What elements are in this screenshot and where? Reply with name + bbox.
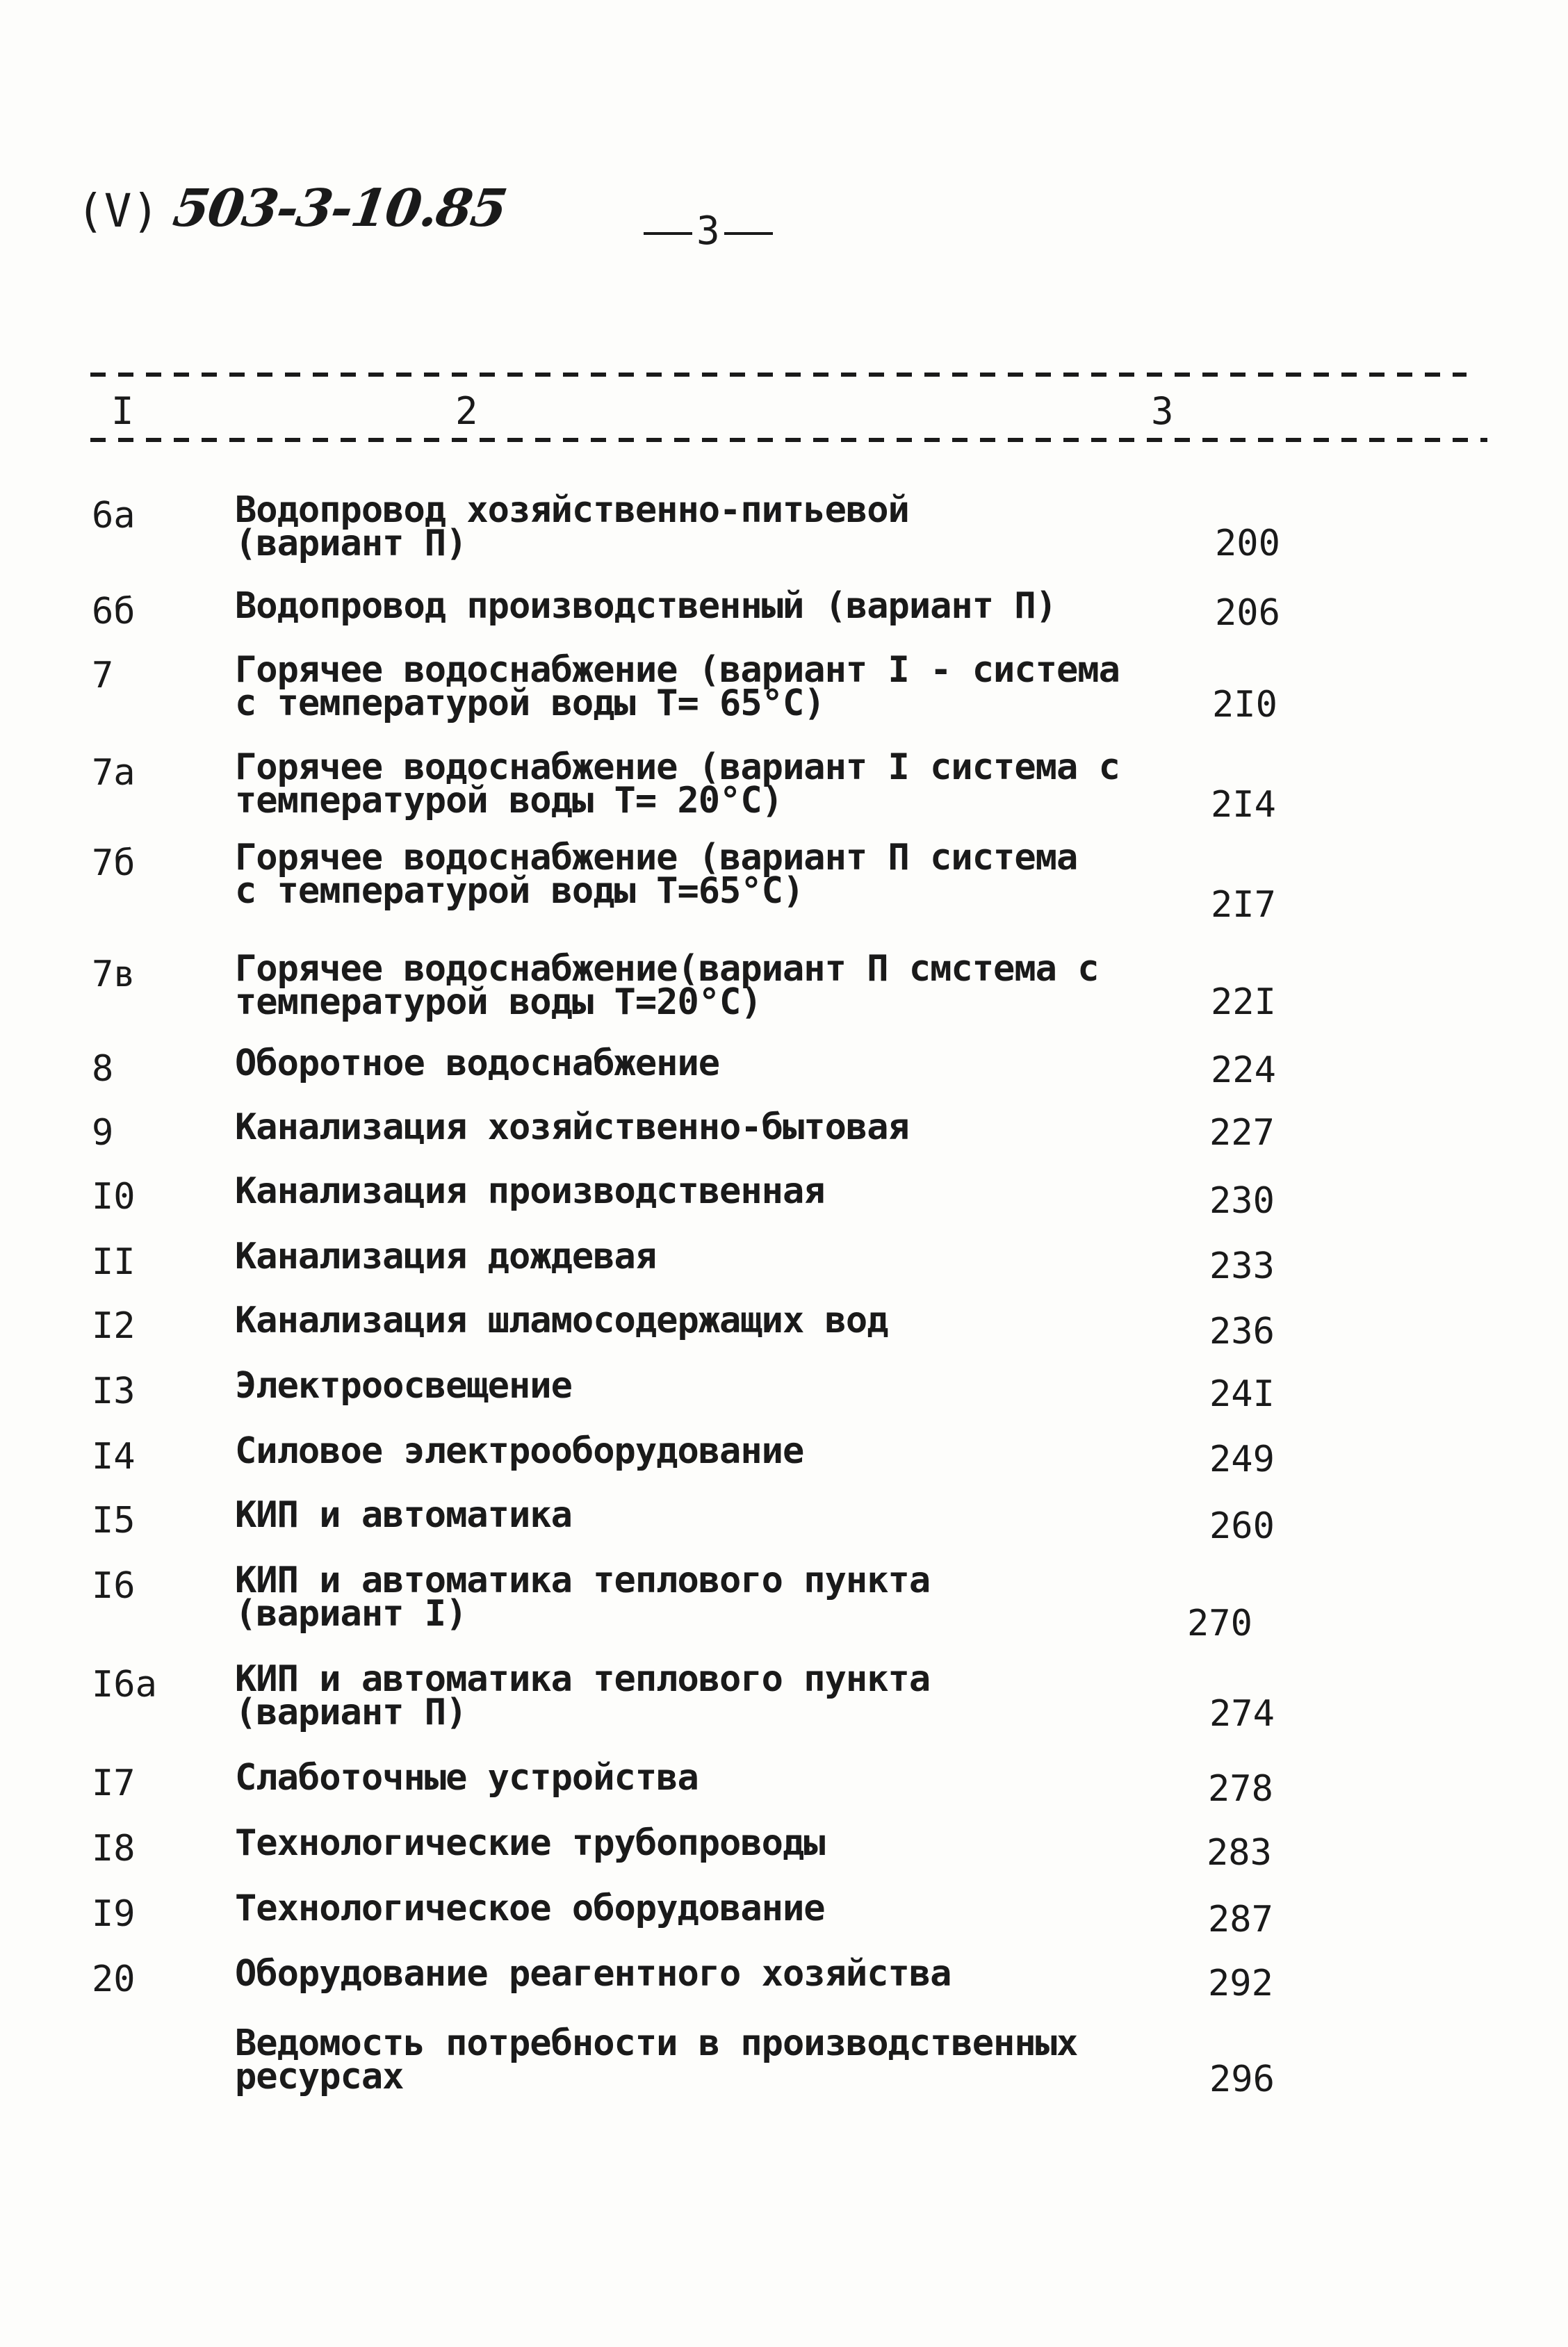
row-number: I5 [92,1500,136,1542]
row-title: Канализация хозяйственно-бытовая [235,1106,909,1148]
row-title: Канализация шламосодержащих вод [235,1300,888,1341]
row-number: 8 [92,1048,114,1090]
row-page: 227 [1209,1112,1275,1154]
row-title: Горячее водоснабжение (вариант I система с температурой воды Т= 20°С) [235,746,1120,821]
row-number: II [92,1241,136,1283]
row-number: I2 [92,1305,136,1347]
row-title: КИП и автоматика теплового пункта (вариант I) [235,1560,931,1635]
row-page: 2I0 [1212,684,1277,726]
row-number: I4 [92,1436,136,1478]
row-page: 224 [1211,1049,1276,1091]
row-number: 20 [92,1958,136,2000]
row-page: 236 [1209,1311,1275,1352]
row-number: 7б [92,842,136,884]
row-page: 287 [1208,1899,1273,1940]
row-title: Оборотное водоснабжение [235,1042,720,1084]
row-title: Слаботочные устройства [235,1757,699,1799]
row-title: Канализация производственная [235,1170,825,1212]
row-title: Водопровод хозяйственно-питьевой (вариант П) [235,489,909,564]
table-header-rule [90,438,1487,442]
row-page: 2I4 [1211,784,1276,826]
row-number: I0 [92,1176,136,1218]
row-number: 7 [92,655,114,696]
row-title: Технологические трубопроводы [235,1822,825,1864]
row-number: I6 [92,1565,136,1607]
row-number: I9 [92,1893,136,1935]
row-page: 22I [1211,981,1276,1023]
row-page: 24I [1209,1373,1275,1415]
page-number-value: 3 [696,208,720,254]
column-header-title: 2 [455,389,478,433]
row-page: 233 [1209,1245,1275,1287]
column-header-page: 3 [1151,389,1174,433]
row-page: 2I7 [1211,884,1276,926]
row-page: 283 [1207,1832,1272,1874]
row-title: Технологическое оборудование [235,1888,825,1929]
row-title: Ведомость потребности в производственных ресурсах [235,2022,1078,2097]
row-number: I3 [92,1371,136,1412]
row-page: 206 [1215,592,1280,634]
page-number [639,208,777,254]
row-title: Горячее водоснабжение(вариант П смстема с температурой воды Т=20°С) [235,948,1099,1023]
row-page: 260 [1209,1505,1275,1547]
row-number: I6а [92,1664,157,1706]
document-code: 503-3-10.85 [169,179,510,238]
row-page: 292 [1208,1963,1273,2004]
header-prefix: (V) [76,184,160,238]
row-title: Горячее водоснабжение (вариант I - система с температурой воды Т= 65°С) [235,649,1120,724]
row-page: 296 [1209,2059,1275,2100]
row-page: 278 [1208,1768,1273,1810]
row-number: 6б [92,591,136,632]
row-title: КИП и автоматика [235,1494,572,1536]
row-page: 270 [1187,1603,1252,1644]
row-page: 249 [1209,1439,1275,1480]
row-title: Водопровод производственный (вариант П) [235,585,1056,627]
row-title: КИП и автоматика теплового пункта (вариант П) [235,1658,931,1733]
row-title: Электроосвещение [235,1365,572,1407]
row-number: 9 [92,1112,114,1154]
row-title: Канализация дождевая [235,1236,657,1277]
row-page: 230 [1209,1180,1275,1222]
row-number: I7 [92,1763,136,1804]
row-title: Силовое электрооборудование [235,1430,804,1472]
row-title: Оборудование реагентного хозяйства [235,1953,952,1995]
row-number: 6а [92,495,136,537]
table-top-rule [90,373,1467,377]
row-page: 200 [1215,523,1280,564]
row-page: 274 [1209,1693,1275,1735]
column-header-number: I [111,389,134,433]
row-number: 7а [92,752,136,794]
row-number: 7в [92,954,136,995]
row-title: Горячее водоснабжение (вариант П система с температурой воды Т=65°С) [235,837,1078,912]
row-number: I8 [92,1828,136,1870]
